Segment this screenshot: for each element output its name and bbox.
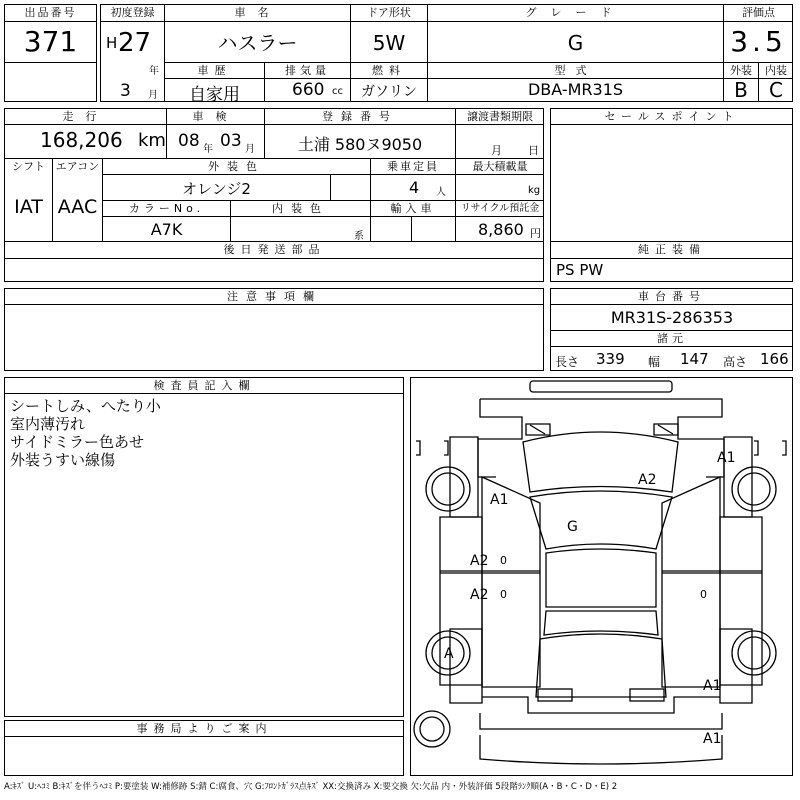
headlight-shapes [526, 424, 678, 435]
color-no: A7K [150, 220, 183, 239]
damage-legend: A:ｷｽﾞ U:ﾍｺﾐ B:ｷｽﾞを伴うﾍｺﾐ P:要塗装 W:補修跡 S:錆 C:腐食、穴 G:ﾌﾛﾝﾄｶﾞﾗｽ点ｷｽﾞ XX:交換済み X:要交換 欠:欠品 内・外装評価 5段階ﾗﾝｸ順(A・B・C・D・E) 2 [4, 782, 618, 792]
history: 自家用 [189, 85, 240, 105]
rear-bumper-upper [480, 713, 722, 729]
genuine-equipment: PS PW [556, 261, 604, 279]
inspector-line-3: サイドミラー色あせ [10, 433, 144, 451]
color-no-label: カラーNo. [128, 202, 205, 215]
recycle-label: リサイクル預託金 [460, 203, 540, 214]
later-parts-label: 後日発送部品 [223, 243, 326, 256]
length: 339 [596, 350, 625, 368]
mark-left-front-door: A2 [470, 553, 489, 569]
yen-unit: 円 [530, 227, 541, 240]
kei-unit: 系 [354, 231, 364, 242]
recycle: 8,860 [478, 220, 524, 239]
mark-right-rear: A1 [703, 678, 722, 694]
windshield-shape [530, 491, 672, 549]
inspector-notes-label: 検査員記入欄 [153, 379, 256, 392]
chassis-number: MR31S-286353 [610, 308, 734, 327]
right-body-side [662, 477, 720, 687]
capacity: 4 [409, 178, 420, 197]
era-label: H [106, 34, 118, 52]
inspector-line-4: 外装うすい線傷 [10, 451, 116, 469]
score: 3.5 [730, 25, 787, 58]
inspection-label: 車検 [192, 110, 239, 123]
inspection-month-unit: 月 [245, 144, 255, 155]
left-body-side [482, 477, 540, 687]
docs-month-unit: 月 [491, 144, 502, 157]
left-tail-lamp [538, 689, 572, 701]
month-unit: 月 [148, 90, 158, 101]
right-sill [720, 517, 762, 685]
fuel: ガソリン [361, 84, 417, 100]
width: 147 [680, 350, 709, 368]
mark-right-zero: 0 [700, 588, 707, 601]
grade: G [567, 31, 584, 55]
door-type-label: ドア形状 [367, 6, 411, 19]
roof-shape [546, 549, 656, 607]
mark-left-rear-wheel: A [444, 646, 454, 662]
history-label: 車歴 [197, 64, 232, 77]
car-name-label: 車名 [234, 6, 281, 19]
mark-rear-bottom: A1 [703, 731, 722, 747]
inspector-line-1: シートしみ、へたり小 [10, 397, 161, 415]
mark-hood: A2 [638, 472, 657, 488]
max-load-label: 最大積載量 [472, 160, 528, 173]
model-code-label: 型式 [554, 64, 597, 77]
registration-number-label: 登録番号 [322, 110, 398, 123]
mark-left-rear-door: A2 [470, 587, 489, 603]
mark-right-front-top: A1 [717, 450, 736, 466]
aircon-label: エアコン [55, 160, 100, 173]
car-name: ハスラー [217, 31, 298, 55]
exterior-score: B [734, 78, 748, 102]
length-label: 長さ [555, 355, 580, 369]
front-bumper-shape [530, 381, 672, 392]
sales-point-label: セールスポイント [604, 110, 740, 123]
exterior-color-label: 外装色 [208, 160, 265, 173]
front-left-outline [478, 399, 522, 477]
office-notice-label: 事務局よりご案内 [136, 722, 273, 735]
registration-number: 土浦 580ヌ9050 [297, 135, 423, 154]
inspector-line-2: 室内薄汚れ [10, 415, 86, 433]
lot-number-label: 出品番号 [24, 6, 77, 19]
mark-windshield: G [567, 519, 578, 535]
import-label: 輸入車 [390, 202, 436, 215]
displacement-label: 排気量 [285, 64, 330, 77]
exterior-label: 外装 [730, 64, 752, 77]
genuine-equipment-label: 純正装備 [638, 243, 706, 256]
shift: IAT [14, 196, 43, 218]
mileage-label: 走行 [62, 110, 109, 123]
height-label: 高さ [723, 355, 748, 369]
registration-month: 3 [120, 81, 131, 101]
front-right-outline [480, 399, 724, 477]
interior-score: C [769, 78, 783, 102]
grade-label: グレード [525, 6, 626, 19]
score-label: 評価点 [742, 6, 775, 19]
lot-number: 371 [23, 25, 78, 58]
km-unit: km [138, 130, 166, 151]
year-unit: 年 [149, 66, 159, 77]
chassis-number-label: 車台番号 [638, 290, 706, 303]
inspection-year-unit: 年 [203, 144, 213, 155]
kg-unit: kg [528, 185, 541, 196]
rear-outline [482, 697, 720, 713]
transfer-docs-label: 譲渡書類期限 [467, 110, 533, 123]
mileage: 168,206 [40, 128, 123, 152]
first-registration-label: 初度登録 [110, 6, 155, 19]
interior-color-label: 内装色 [272, 202, 329, 215]
shift-label: シフト [12, 160, 45, 173]
rear-window-shape [544, 611, 658, 635]
right-tail-lamp [630, 689, 664, 701]
exterior-color: オレンジ2 [182, 180, 251, 198]
docs-day-unit: 日 [528, 144, 539, 157]
rear-hatch-shape [536, 634, 666, 697]
aircon: AAC [57, 196, 98, 218]
door-type: 5W [372, 31, 406, 55]
inspection-month: 03 [220, 131, 242, 151]
height: 166 [760, 350, 789, 368]
registration-year: 27 [118, 28, 152, 58]
fuel-label: 燃料 [372, 64, 406, 77]
mark-door-zero-1: 0 [500, 554, 507, 567]
width-label: 幅 [648, 355, 661, 369]
car-diagram [410, 377, 793, 776]
displacement: 660 [292, 80, 325, 100]
model-code: DBA-MR31S [527, 80, 624, 99]
interior-label: 内装 [765, 64, 787, 77]
rear-bumper [480, 735, 722, 764]
capacity-label: 乗車定員 [387, 160, 439, 173]
inspection-year: 08 [178, 131, 200, 151]
mark-left-front: A1 [490, 492, 509, 508]
notes-label: 注意事項欄 [227, 290, 322, 303]
mark-door-zero-2: 0 [500, 588, 507, 601]
people-unit: 人 [436, 187, 446, 198]
cc-unit: cc [332, 86, 343, 97]
specifications-label: 諸元 [657, 332, 687, 345]
